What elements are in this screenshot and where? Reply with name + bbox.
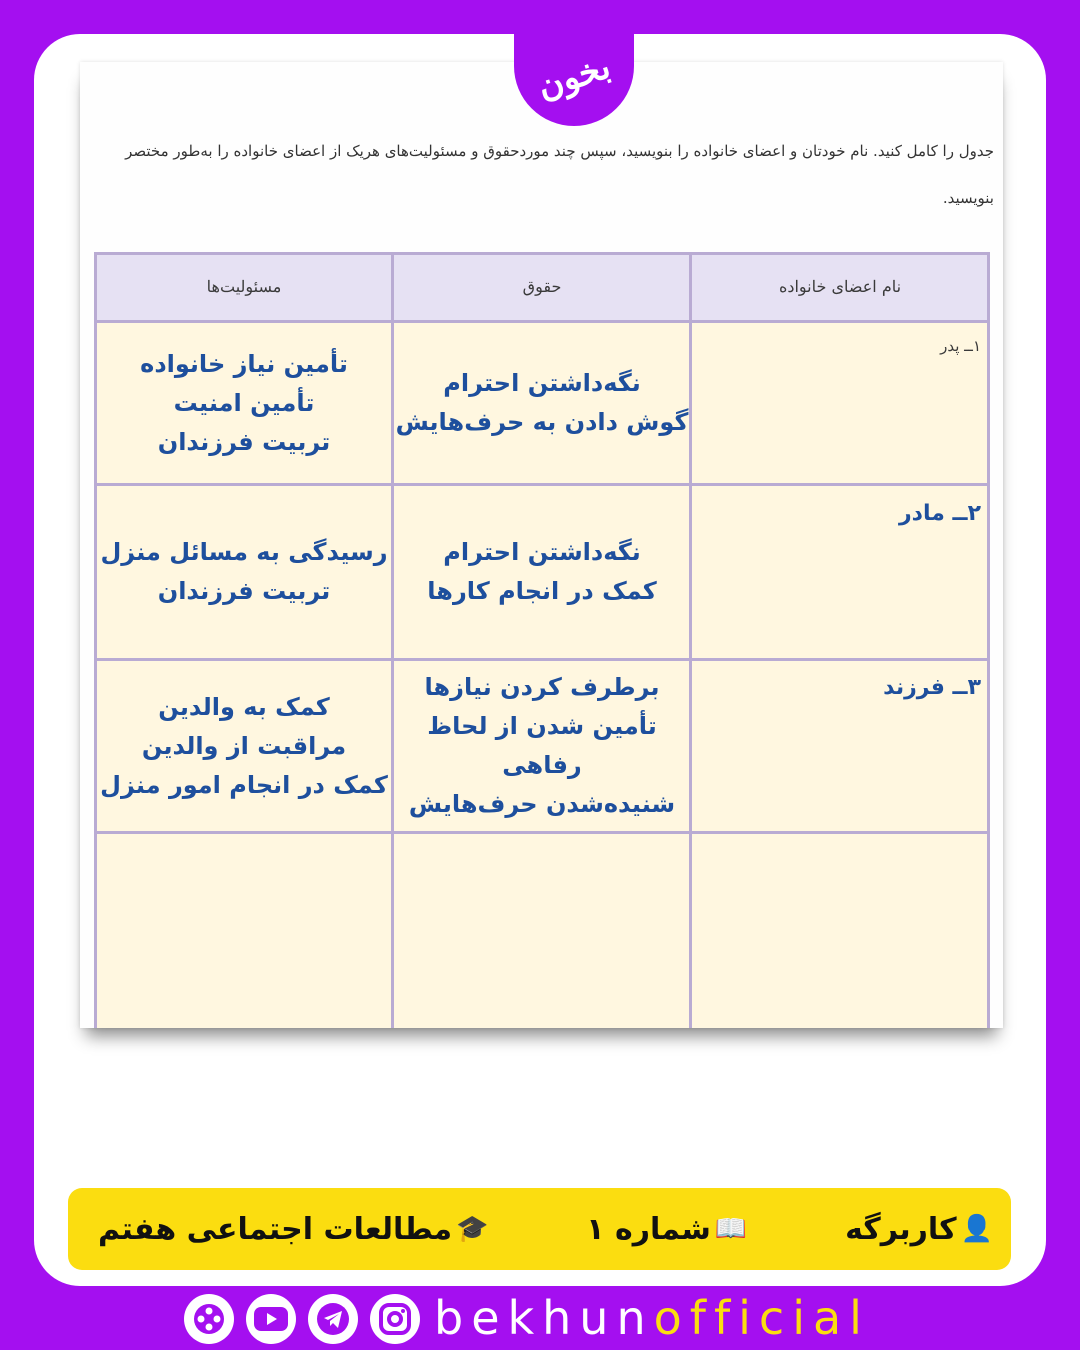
duties-line: تربیت فرزندان	[157, 427, 331, 456]
duties-cell	[97, 486, 391, 658]
duties-line: رسیدگی به مسائل منزل	[100, 538, 388, 566]
rights-line: نگه‌داشتن احترام	[443, 538, 641, 566]
duties-line: تربیت فرزندان	[157, 577, 331, 605]
rights-line: گوش دادن به حرف‌هایش	[395, 408, 689, 436]
worksheet-number	[586, 1212, 747, 1247]
handle-part-b: official	[653, 1291, 870, 1345]
duties-line: کمک در انجام امور منزل	[100, 770, 388, 799]
film-icon[interactable]	[184, 1294, 234, 1344]
rights-line: کمک در انجام کارها	[427, 577, 657, 605]
worksheet-number-label: شماره ۱	[586, 1211, 711, 1247]
member-cell: ۳ــ فرزند	[883, 675, 981, 700]
rights-line: شنیده‌شدن حرف‌هایش	[408, 790, 676, 818]
rights-line: برطرف کردن نیازها	[424, 673, 660, 701]
rights-line: نگه‌داشتن احترام	[443, 369, 641, 397]
teacher-icon: 👤	[960, 1214, 993, 1244]
instructions-text: جدول را کامل کنید. نام خودتان و اعضای خانواده را بنویسید، سپس چند موردحقوق و مسئولیت‌های هریک از اعضای خانواده را به‌طور مختصر بنویسید.	[125, 142, 994, 207]
duties-line: مراقبت از والدین	[141, 731, 347, 760]
footer	[0, 1286, 1080, 1350]
family-table	[94, 252, 990, 1028]
duties-cell	[97, 323, 391, 483]
worksheet-type-label: کاربرگه	[845, 1211, 957, 1247]
instagram-icon[interactable]	[370, 1294, 420, 1344]
member-cell: ۱ــ پدر	[940, 337, 981, 355]
graduation-cap-icon: 🎓	[456, 1214, 489, 1244]
worksheet-subject	[98, 1212, 488, 1247]
duties-cell	[97, 661, 391, 831]
worksheet-subject-label: مطالعات اجتماعی هفتم	[98, 1211, 453, 1247]
row-divider	[97, 831, 987, 834]
rights-cell	[395, 323, 689, 483]
logo-text: بخون	[532, 46, 616, 108]
open-book-icon: 📖	[714, 1214, 748, 1244]
rights-cell	[395, 486, 689, 658]
title-bar	[68, 1188, 1011, 1270]
column-divider	[689, 255, 692, 1028]
column-divider	[391, 255, 394, 1028]
social-handle[interactable]	[434, 1288, 870, 1348]
telegram-icon[interactable]	[308, 1294, 358, 1344]
duties-line: تأمین نیاز خانواده	[140, 349, 348, 378]
youtube-icon[interactable]	[246, 1294, 296, 1344]
rights-line: تأمین شدن از لحاظ رفاهی	[427, 712, 657, 779]
header-rights: حقوق	[522, 276, 562, 296]
duties-line: کمک به والدین	[158, 692, 330, 721]
header-members: نام اعضای خانواده	[778, 276, 902, 296]
rights-cell	[395, 661, 689, 831]
header-duties: مسئولیت‌ها	[206, 276, 282, 296]
member-cell: ۲ــ مادر	[899, 501, 981, 526]
handle-part-a: bekhun	[434, 1291, 654, 1345]
duties-line: تأمین امنیت	[173, 388, 315, 417]
worksheet-type	[845, 1212, 993, 1247]
